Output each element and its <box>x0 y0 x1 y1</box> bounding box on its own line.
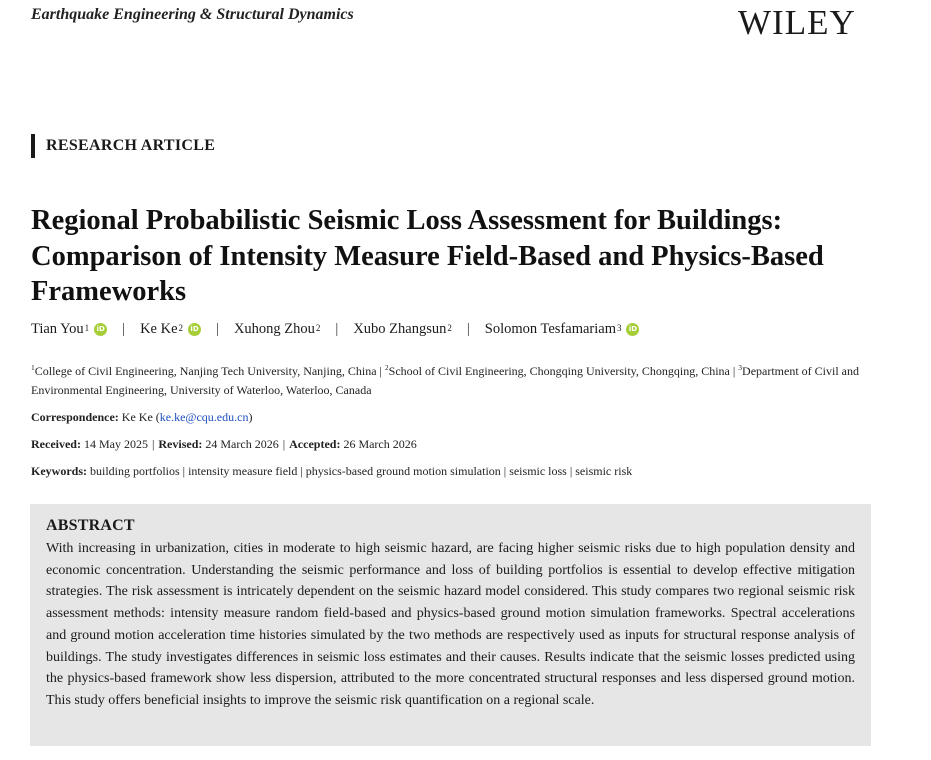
article-title: Regional Probabilistic Seismic Loss Assessment for Buildings: Comparison of Intensity Measure Field-Based and Physics-Based Frameworks <box>31 205 824 307</box>
author[interactable] <box>353 321 452 338</box>
date-separator: | <box>282 437 286 451</box>
affil-separator: | <box>729 364 739 378</box>
orcid-icon[interactable]: iD <box>626 323 639 336</box>
orcid-icon[interactable]: iD <box>188 323 201 336</box>
article-type-label: RESEARCH ARTICLE <box>46 137 216 154</box>
author[interactable] <box>234 321 320 338</box>
author-name: Ke Ke <box>140 321 178 337</box>
author-affil-ref: 2 <box>447 322 452 333</box>
keywords-label: Keywords: <box>31 464 87 478</box>
keywords <box>31 464 632 479</box>
keyword-separator: | <box>566 464 576 478</box>
paren-open: ( <box>155 410 160 424</box>
keyword[interactable]: physics-based ground motion simulation <box>305 464 501 478</box>
affiliations <box>31 359 881 399</box>
keyword-separator: | <box>179 464 189 478</box>
author-name: Xuhong Zhou <box>233 321 315 337</box>
revised-date: 24 March 2026 <box>205 437 279 451</box>
publisher-logo: WILEY <box>738 3 856 42</box>
author[interactable] <box>485 321 640 338</box>
author-affil-ref: 2 <box>178 322 184 333</box>
author-separator: | <box>335 321 339 337</box>
author-name: Xubo Zhangsun <box>353 321 447 337</box>
affiliation: Department of Civil and Environmental Engineering, University of Waterloo, Waterloo, Canada <box>31 364 860 397</box>
author-affil-ref: 1 <box>84 322 90 333</box>
affiliation: School of Civil Engineering, Chongqing University, Chongqing, China <box>388 364 730 378</box>
journal-name: Earthquake Engineering & Structural Dynamics <box>31 6 354 23</box>
author[interactable] <box>140 321 201 338</box>
keyword[interactable]: building portfolios <box>90 464 180 478</box>
received-label: Received: <box>31 437 81 451</box>
revised-label: Revised: <box>158 437 203 451</box>
keyword-separator: | <box>297 464 306 478</box>
affil-separator: | <box>376 364 385 378</box>
author-separator: | <box>466 321 470 337</box>
received-date: 14 May 2025 <box>83 437 148 451</box>
author-list <box>31 321 639 338</box>
article-dates <box>31 437 417 452</box>
keyword[interactable]: seismic risk <box>575 464 633 478</box>
author[interactable] <box>31 321 107 338</box>
keyword[interactable]: intensity measure field <box>188 464 298 478</box>
affil-number: 2 <box>384 363 389 372</box>
correspondence-label: Correspondence: <box>31 410 119 424</box>
affil-number: 3 <box>738 363 743 372</box>
author-separator: | <box>216 321 219 337</box>
author-affil-ref: 3 <box>616 322 622 333</box>
correspondence-name: Ke Ke <box>121 410 153 424</box>
date-separator: | <box>151 437 155 451</box>
affil-number: 1 <box>31 363 35 372</box>
accepted-label: Accepted: <box>289 437 341 451</box>
article-type <box>31 134 215 158</box>
abstract-heading: ABSTRACT <box>46 517 135 534</box>
author-separator: | <box>122 321 126 337</box>
correspondence-email-link[interactable]: ke.ke@cqu.edu.cn <box>159 410 249 424</box>
author-name: Solomon Tesfamariam <box>484 321 616 337</box>
accepted-date: 26 March 2026 <box>343 437 417 451</box>
affiliation: College of Civil Engineering, Nanjing Tech University, Nanjing, China <box>34 364 377 378</box>
orcid-icon[interactable]: iD <box>94 323 107 336</box>
abstract-text: With increasing in urbanization, cities in moderate to high seismic hazard, are facing higher seismic risks due to high population density and economic concentration. Understanding the seismic performance and loss of building portfolios is essential to develop effective mitigation strategies. The risk assessment is intricately dependent on the seismic hazard model considered. This study compares two regional seismic risk assessment methods: intensity measure random field-based and physics-based ground motion simulation frameworks. Spectral accelerations and ground motion acceleration time histories simulated by the two methods are respectively used as inputs for structural response analysis of buildings. The study investigates differences in seismic loss estimates and their causes. Results indicate that the seismic losses predicted using the physics-based framework show less dispersion, attributed to the more concentrated structural responses and less dispersed ground motion. This study offers beneficial insights to improve the seismic risk quantification on a regional scale. <box>46 541 855 708</box>
author-name: Tian You <box>31 321 84 337</box>
article-type-bar <box>31 134 35 158</box>
paren-close: ) <box>248 410 253 424</box>
author-affil-ref: 2 <box>315 322 321 333</box>
keyword[interactable]: seismic loss <box>509 464 567 478</box>
keyword-separator: | <box>500 464 510 478</box>
correspondence <box>31 410 252 425</box>
abstract-box <box>30 504 871 746</box>
